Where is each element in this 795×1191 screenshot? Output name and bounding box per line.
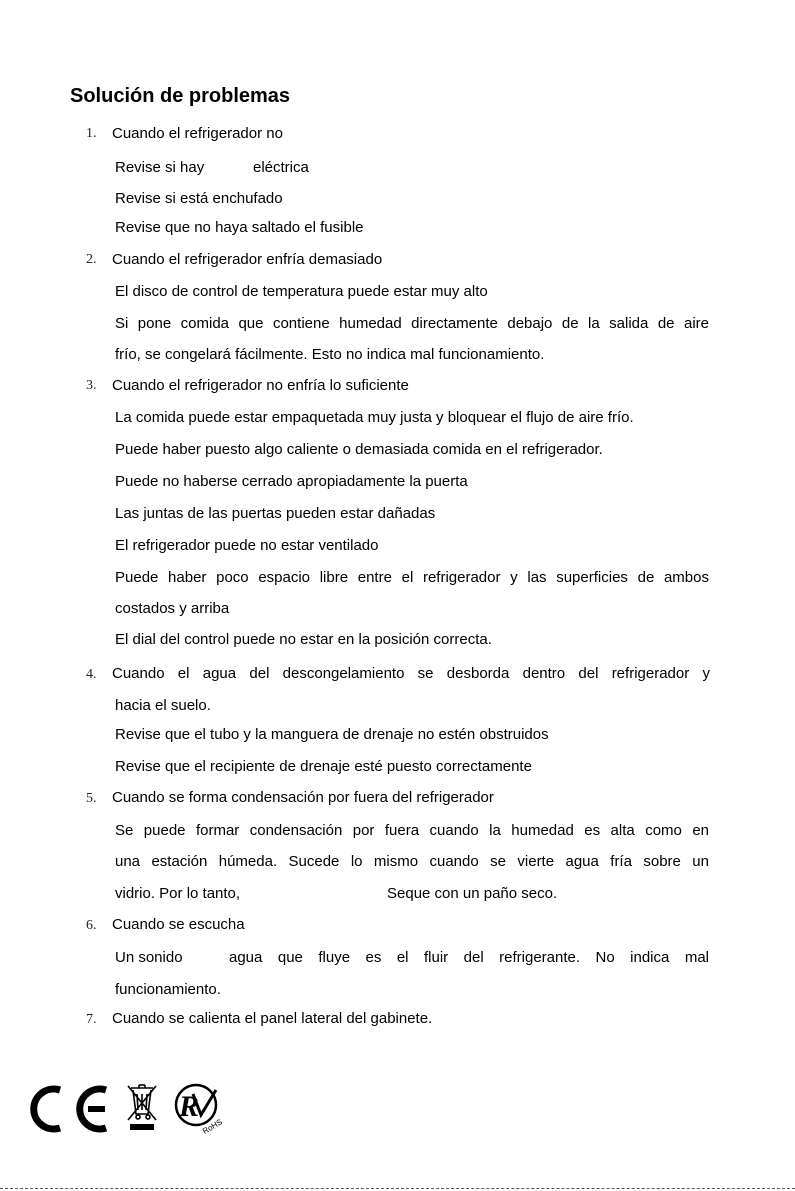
item-heading: Cuando el refrigerador enfría demasiado [112,251,383,268]
item-heading: Cuando el refrigerador no [112,125,283,142]
item-line: Revise que el tubo y la manguera de drenaje no estén obstruidos [115,726,549,743]
item-line: El disco de control de temperatura puede estar muy alto [115,283,488,300]
certification-logos-svg [28,1078,248,1136]
item-line: una estación húmeda. Sucede lo mismo cuando se vierte agua fría sobre un [115,853,709,870]
item-line: Revise que el recipiente de drenaje esté puesto correctamente [115,758,532,775]
item-number: 2. [86,252,97,267]
footer-rule [0,1188,795,1189]
rohs-label: RoHS [200,1117,224,1136]
item-number: 6. [86,918,97,933]
crossed-out-wheeled-bin-icon [128,1085,156,1130]
item-line: Puede no haberse cerrado apropiadamente la puerta [115,473,468,490]
item-line: Si pone comida que contiene humedad directamente debajo de la salida de aire [115,315,709,332]
item-line: La comida puede estar empaquetada muy justa y bloquear el flujo de aire frío. [115,409,634,426]
item-line: eléctrica [253,159,309,176]
item-number: 1. [86,126,97,141]
item-line: agua que fluye es el fluir del refrigerante. No indica mal [229,949,709,966]
item-number: 7. [86,1012,97,1027]
item-line: Un sonido [115,949,183,966]
item-line: El refrigerador puede no estar ventilado [115,537,379,554]
item-line: Puede haber poco espacio libre entre el refrigerador y las superficies de ambos [115,569,709,586]
item-heading: Cuando se forma condensación por fuera del refrigerador [112,789,494,806]
certification-logos [28,1078,248,1136]
item-line: funcionamiento. [115,981,221,998]
page-title: Solución de problemas [70,85,291,107]
item-line: Revise si hay [115,159,205,176]
item-line: vidrio. Por lo tanto, [115,885,241,902]
item-line: Seque con un paño seco. [387,885,558,902]
item-line: Puede haber puesto algo caliente o demasiada comida en el refrigerador. [115,441,603,458]
item-heading: Cuando se calienta el panel lateral del gabinete. [112,1010,433,1027]
item-line: Revise que no haya saltado el fusible [115,219,364,236]
item-line: frío, se congelará fácilmente. Esto no indica mal funcionamiento. [115,346,545,363]
item-line: hacia el suelo. [115,697,211,714]
item-line: Las juntas de las puertas pueden estar dañadas [115,505,436,522]
item-number: 4. [86,667,97,682]
svg-text:R: R [179,1090,200,1123]
ce-mark-icon [34,1089,106,1129]
item-line: costados y arriba [115,600,230,617]
item-heading: Cuando el refrigerador no enfría lo suficiente [112,377,409,394]
item-number: 5. [86,791,97,806]
item-line: Se puede formar condensación por fuera cuando la humedad es alta como en [115,822,709,839]
item-line: El dial del control puede no estar en la posición correcta. [115,631,492,648]
item-heading: Cuando el agua del descongelamiento se desborda dentro del refrigerador y [112,665,710,682]
rohs-mark-icon [176,1085,224,1136]
item-heading: Cuando se escucha [112,916,245,933]
item-number: 3. [86,378,97,393]
item-line: Revise si está enchufado [115,190,283,207]
